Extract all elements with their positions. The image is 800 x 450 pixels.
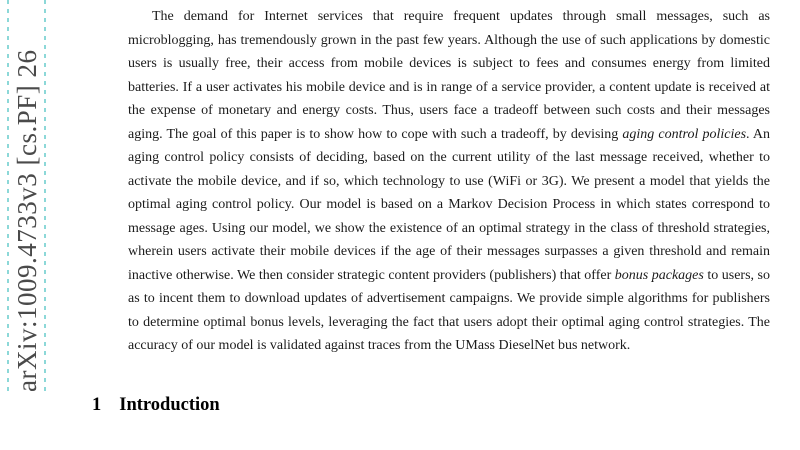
section-heading-introduction — [92, 395, 770, 416]
arxiv-identifier-vertical-text: arXiv:1009.4733v3 [cs.PF] 26 — [12, 49, 42, 392]
abstract-italic-aging-control-policies: aging control policies — [622, 126, 747, 142]
arxiv-dashed-line-right — [44, 0, 46, 392]
abstract-text-segment: . An aging control policy consists of deciding, based on the current utility of the last message received, whether to activate the mobile device, and if so, which technology to use (WiFi or 3G). We present a model that yields the optimal aging control policy. Our model is based on a Markov Decision Process in which states correspond to message ages. Using our model, we show the existence of an optimal strategy in the class of threshold strategies, wherein users activate their mobile devices if the age of their messages surpasses a given threshold and remain inactive otherwise. We then consider strategic content providers (publishers) that offer — [128, 126, 770, 283]
abstract-text-segment: The demand for Internet services that require frequent updates through small messages, such as microblogging, has tremendously grown in the past few years. Although the use of such applications by domestic users is usually free, their access from mobile devices is subject to fees and consumes energy from limited batteries. If a user activates his mobile device and is in range of a service provider, a content update is received at the expense of monetary and energy costs. Thus, users face a tradeoff between such costs and their messages aging. The goal of this paper is to show how to cope with such a tradeoff, by devising — [128, 9, 770, 142]
abstract-paragraph — [128, 5, 770, 358]
arxiv-dashed-line-left — [7, 0, 9, 392]
abstract-text-segment: to users, so as to incent them to download updates of advertisement campaigns. We provide simple algorithms for publishers to determine optimal bonus levels, leveraging the fact that users adopt their optimal aging control strategies. The accuracy of our model is validated against traces from the UMass DieselNet bus network. — [128, 267, 770, 353]
abstract-italic-bonus-packages: bonus packages — [614, 267, 704, 283]
section-title: Introduction — [119, 394, 220, 415]
section-number: 1 — [92, 394, 102, 415]
paper-content — [92, 5, 770, 416]
arxiv-watermark-strip — [0, 0, 58, 450]
